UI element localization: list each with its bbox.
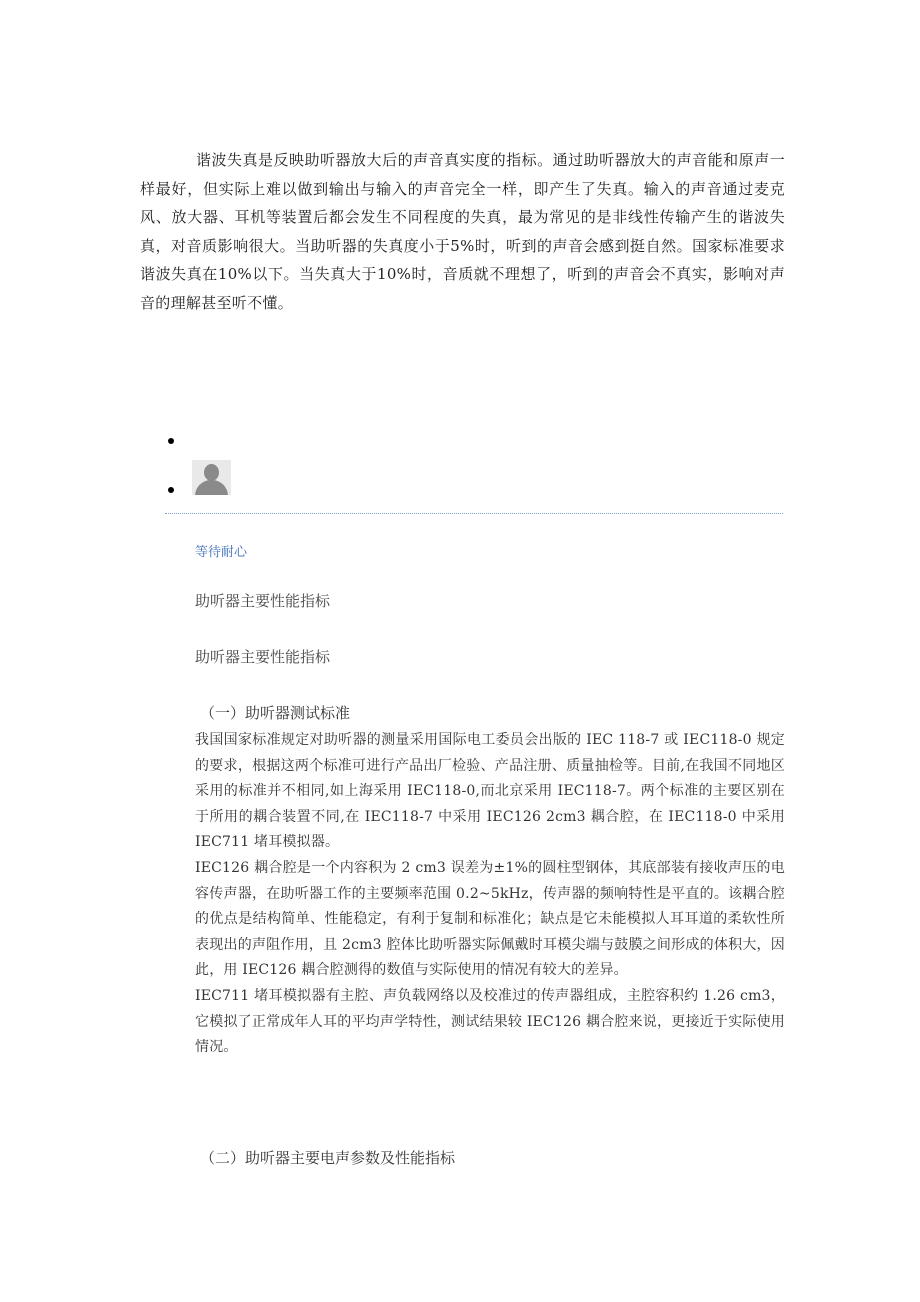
section-heading-2: （二）助听器主要电声参数及性能指标 xyxy=(200,1149,456,1167)
bullet-icon xyxy=(168,438,174,444)
post-body xyxy=(195,728,785,1061)
body-paragraph: IEC126 耦合腔是一个内容积为 2 cm3 误差为±1%的圆柱型钢体，其底部装有接收声压的电容传声器，在助听器工作的主要频率范围 0.2~5kHz，传声器的频响特性是平直的。该耦合腔的优点是结构简单、性能稳定，有利于复制和标准化；缺点是它未能模拟人耳耳道的柔软性所表现出的声阻作用，且 2cm3 腔体比助听器实际佩戴时耳模尖端与鼓膜之间形成的体积大，因此，用 IEC126 耦合腔测得的数值与实际使用的情况有较大的差异。 xyxy=(195,859,785,979)
divider xyxy=(165,513,783,514)
avatar-head xyxy=(204,464,219,481)
body-paragraph: IEC711 堵耳模拟器有主腔、声负载网络以及校准过的传声器组成，主腔容积约 1.26 cm3，它模拟了正常成年人耳的平均声学特性，测试结果较 IEC126 耦合腔来说，更接近于实际使用情况。 xyxy=(195,987,785,1056)
bullet-icon xyxy=(168,487,174,493)
section-heading-1: （一）助听器测试标准 xyxy=(200,704,351,722)
author-name-link[interactable]: 等待耐心 xyxy=(195,545,248,560)
body-paragraph: 我国国家标准规定对助听器的测量采用国际电工委员会出版的 IEC 118-7 或 IEC118-0 规定的要求，根据这两个标准可进行产品出厂检验、产品注册、质量抽检等。目前,在我国不同地区采用的标准并不相同,如上海采用 IEC118-0,而北京采用 IEC118-7。两个标准的主要区别在于所用的耦合装置不同,在 IEC118-7 中采用 IEC126 2cm3 耦合腔，在 IEC118-0 中采用 IEC711 堵耳模拟器。 xyxy=(195,732,785,851)
avatar-shoulders xyxy=(195,480,228,495)
post-subject: 助听器主要性能指标 xyxy=(195,592,331,610)
intro-paragraph: 谐波失真是反映助听器放大后的声音真实度的指标。通过助听器放大的声音能和原声一样最好，但实际上难以做到输出与输入的声音完全一样，即产生了失真。输入的声音通过麦克风、放大器、耳机等装置后都会发生不同程度的失真，最为常见的是非线性传输产生的谐波失真，对音质影响很大。当助听器的失真度小于5%时，听到的声音会感到挺自然。国家标准要求谐波失真在10%以下。当失真大于10%时，音质就不理想了，听到的声音会不真实，影响对声音的理解甚至听不懂。 xyxy=(140,151,785,312)
post-title: 助听器主要性能指标 xyxy=(195,648,331,666)
avatar-icon[interactable] xyxy=(192,460,231,495)
